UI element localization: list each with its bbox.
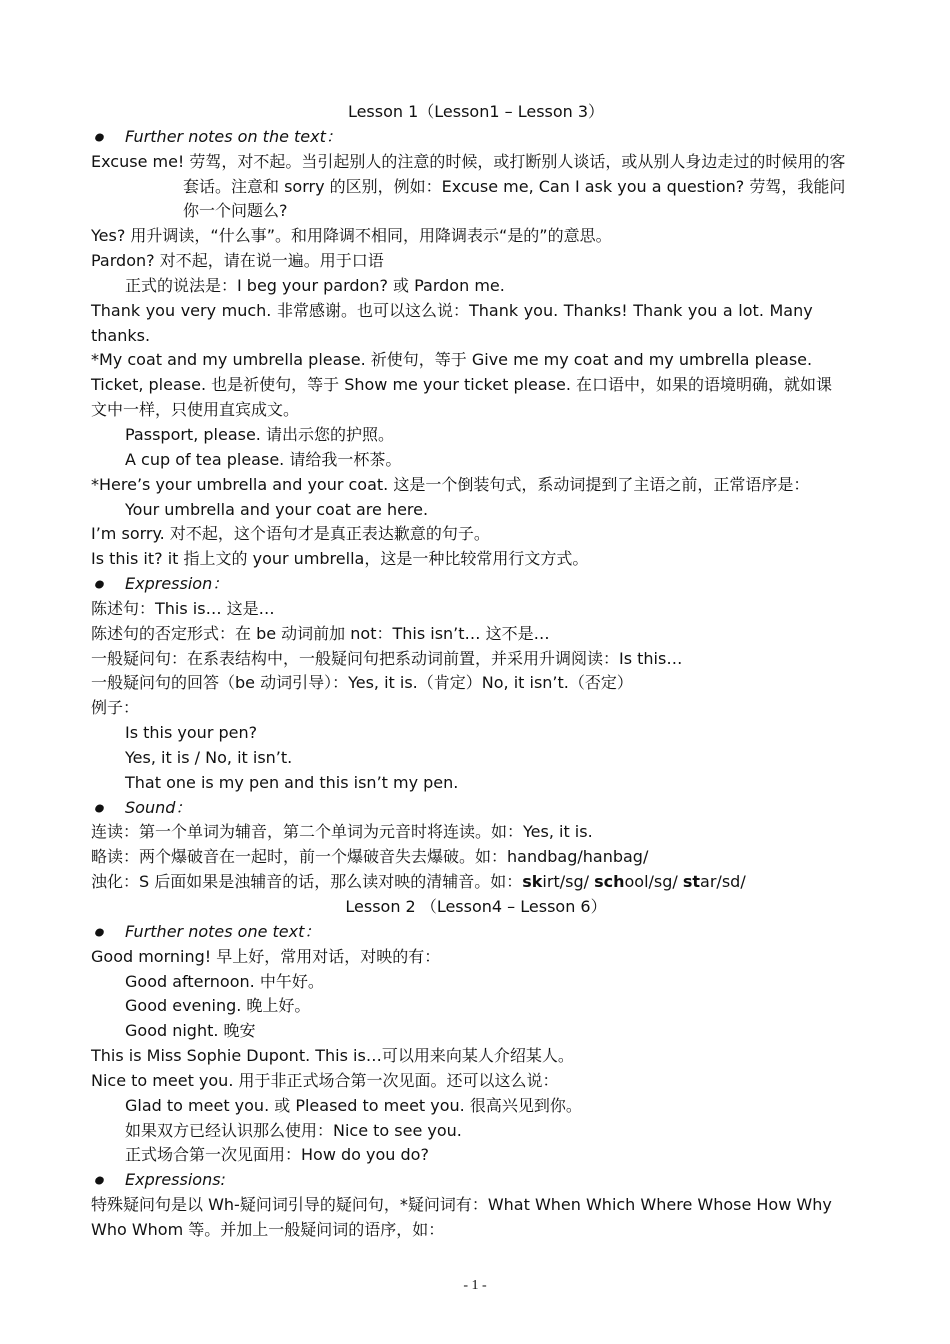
- lesson1-title: Lesson 1（Lesson1 – Lesson 3）: [347, 102, 605, 121]
- page-number: - 1 -: [463, 1278, 487, 1293]
- example-line: Is this your pen?: [125, 723, 258, 743]
- paragraph-line: Nice to meet you. 用于非正式场合第一次见面。还可以这么说：: [91, 1070, 559, 1090]
- paragraph-line: 浊化：S 后面如果是浊辅音的话，那么读对映的清辅音。如：skirt/sg/ school/sg/ star/sd/: [91, 872, 746, 892]
- section-heading: Expression：: [91, 572, 861, 597]
- bullet-icon: [94, 579, 106, 590]
- paragraph-line: 正式的说法是：I beg your pardon? 或 Pardon me.: [125, 275, 505, 295]
- paragraph-line: Good night. 晚安: [125, 1021, 256, 1041]
- paragraph-line: I’m sorry. 对不起，这个语句才是真正表达歉意的句子。: [91, 524, 490, 544]
- section-heading: Further notes on the text：: [91, 125, 861, 150]
- paragraph-line: Passport, please. 请出示您的护照。: [125, 424, 394, 444]
- paragraph-line: 套话。注意和 sorry 的区别，例如：Excuse me, Can I ask you a question? 劳驾，我能问: [183, 176, 846, 196]
- paragraph-line: Good morning! 早上好，常用对话，对映的有：: [91, 946, 441, 966]
- paragraph-line: Who Whom 等。并加上一般疑问词的语序，如：: [91, 1219, 445, 1239]
- lesson2-title: Lesson 2 （Lesson4 – Lesson 6）: [345, 897, 607, 916]
- paragraph-line: 略读：两个爆破音在一起时，前一个爆破音失去爆破。如：handbag/hanbag/: [91, 847, 649, 867]
- paragraph-line: Ticket, please. 也是祈使句，等于 Show me your ticket please. 在口语中，如果的语境明确，就如课: [91, 375, 833, 395]
- paragraph-line: Pardon? 对不起，请在说一遍。用于口语: [91, 251, 384, 271]
- paragraph-line: This is Miss Sophie Dupont. This is…可以用来向某人介绍某人。: [91, 1046, 574, 1066]
- section-heading: Sound：: [91, 796, 861, 821]
- paragraph-line: Is this it? it 指上文的 your umbrella，这是一种比较常用行文方式。: [91, 549, 589, 569]
- section-heading: Further notes one text：: [91, 920, 861, 945]
- paragraph-line: Good evening. 晚上好。: [125, 996, 311, 1016]
- paragraph-line: 如果双方已经认识那么使用：Nice to see you.: [125, 1120, 462, 1140]
- paragraph-line: *My coat and my umbrella please. 祈使句，等于 Give me my coat and my umbrella please.: [91, 350, 813, 370]
- paragraph-line: thanks.: [91, 325, 151, 345]
- paragraph-line: 你一个问题么?: [183, 201, 288, 221]
- paragraph-line: Good afternoon. 中午好。: [125, 971, 324, 991]
- bullet-icon: [94, 927, 106, 938]
- paragraph-line: A cup of tea please. 请给我一杯茶。: [125, 449, 402, 469]
- section-heading: Expressions:: [91, 1168, 861, 1193]
- paragraph-line: 特殊疑问句是以 Wh-疑问词引导的疑问句，*疑问词有：What When Which Where Whose How Why: [91, 1195, 832, 1215]
- paragraph-line: Glad to meet you. 或 Pleased to meet you. 很高兴见到你。: [125, 1095, 582, 1115]
- paragraph-line: Yes? 用升调读，“什么事”。和用降调不相同，用降调表示“是的”的意思。: [91, 226, 612, 246]
- paragraph-line: 陈述句：This is… 这是…: [91, 598, 275, 618]
- paragraph-line: 文中一样，只使用直宾成文。: [91, 400, 300, 420]
- paragraph-line: Excuse me! 劳驾，对不起。当引起别人的注意的时候，或打断别人谈话，或从别人身边走过的时候用的客: [91, 151, 846, 171]
- paragraph-line: *Here’s your umbrella and your coat. 这是一个倒装句式，系动词提到了主语之前，正常语序是：: [91, 474, 810, 494]
- document-page: [91, 100, 861, 1243]
- paragraph-line: 正式场合第一次见面用：How do you do?: [125, 1145, 429, 1165]
- paragraph-line: 陈述句的否定形式：在 be 动词前加 not：This isn’t… 这不是…: [91, 623, 550, 643]
- paragraph-line: Your umbrella and your coat are here.: [125, 499, 429, 519]
- paragraph-line: 一般疑问句的回答（be 动词引导）：Yes, it is.（肯定）No, it isn’t.（否定）: [91, 673, 633, 693]
- paragraph-line: 一般疑问句：在系表结构中，一般疑问句把系动词前置，并采用升调阅读：Is this…: [91, 648, 683, 668]
- example-line: That one is my pen and this isn’t my pen.: [125, 772, 459, 792]
- bullet-icon: [94, 132, 106, 143]
- bullet-icon: [94, 1175, 106, 1186]
- example-line: Yes, it is / No, it isn’t.: [125, 747, 293, 767]
- paragraph-line: 例子：: [91, 698, 140, 718]
- paragraph-line: 连读：第一个单词为辅音，第二个单词为元音时将连读。如：Yes, it is.: [91, 822, 593, 842]
- bullet-icon: [94, 803, 106, 814]
- paragraph-line: Thank you very much. 非常感谢。也可以这么说：Thank you. Thanks! Thank you a lot. Many: [91, 300, 813, 320]
